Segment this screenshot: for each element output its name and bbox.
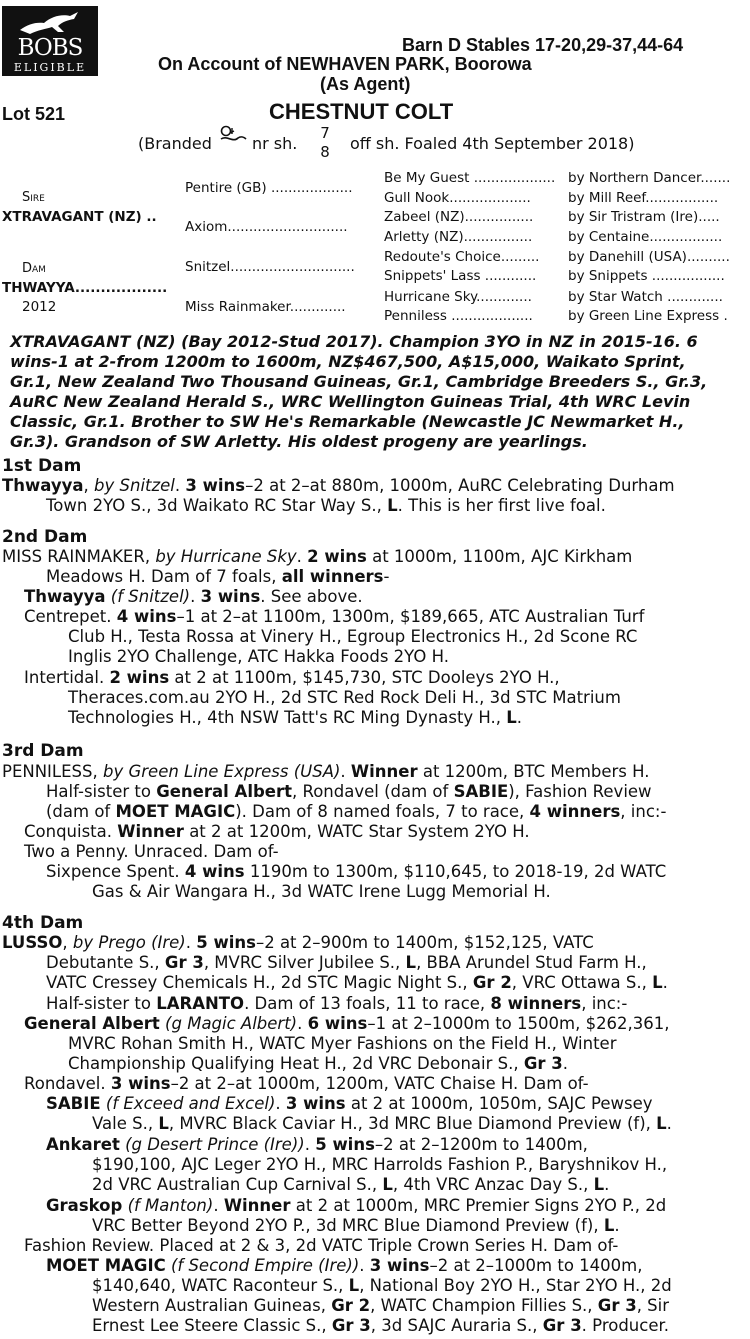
bold-run: Graskop — [46, 1196, 123, 1215]
text-run: (dam of — [46, 802, 116, 821]
text-run: . This is her first live foal. — [397, 496, 606, 515]
second-dam-heading: 2nd Dam — [2, 527, 88, 547]
text-run: Western Australian Guineas, — [92, 1296, 332, 1315]
text-run: Inglis 2YO Challenge, ATC Hakka Foods 2YO H. — [68, 647, 449, 666]
bold-run: LUSSO — [2, 933, 63, 952]
fourth-dam-line — [92, 1316, 669, 1336]
text-run: Meadows H. Dam of 7 foals, — [46, 567, 282, 586]
text-run: , National Boy 2YO H., Star 2YO H., 2d — [359, 1276, 672, 1295]
text-run: Gas & Air Wangara H., 3d WATC Irene Lugg Memorial H. — [92, 882, 551, 901]
italic-run: by Prego (Ire) — [72, 933, 186, 952]
text-run: Club H., Testa Rossa at Vinery H., Egroup Electronics H., 2d Scone RC — [68, 627, 638, 646]
lot-number: Lot 521 — [2, 104, 66, 124]
text-run: . — [516, 708, 523, 727]
fourth-dam-line — [46, 1196, 666, 1216]
pedigree-gen3: Be My Guest ................... — [384, 170, 556, 186]
pedigree-gen4: by Mill Reef................. — [568, 190, 719, 206]
pedigree-gen4: by Snippets ................. — [568, 268, 725, 284]
text-run: Intertidal. — [24, 668, 110, 687]
pedigree-gen3: Snippets' Lass ............ — [384, 268, 537, 284]
text-run: Vale S., — [92, 1114, 159, 1133]
dam-year: 2012 — [22, 299, 57, 315]
italic-run: (g Magic Albert) — [165, 1014, 298, 1033]
text-run: –1 at 2–1000m to 1500m, $262,361, — [367, 1014, 670, 1033]
agent-line: (As Agent) — [320, 74, 411, 94]
pedigree-gen4: by Northern Dancer....... — [568, 170, 731, 186]
text-run: . — [359, 1256, 370, 1275]
pedigree-gen3: Hurricane Sky............. — [384, 289, 532, 305]
text-run: Sixpence Spent. — [46, 862, 185, 881]
bold-run: L — [382, 1175, 393, 1194]
lot-title: CHESTNUT COLT — [269, 99, 454, 124]
second-dam-line — [68, 627, 637, 647]
text-run: . — [174, 476, 186, 495]
second-dam-line — [68, 708, 522, 728]
bold-run: General Albert — [24, 1014, 160, 1033]
text-run: , BBA Arundel Stud Farm H., — [416, 953, 647, 972]
fourth-dam-line — [92, 1175, 609, 1195]
text-run: , inc:- — [581, 994, 628, 1013]
text-run: , — [62, 933, 73, 952]
pedigree-gen3: Arletty (NZ)................ — [384, 229, 533, 245]
text-run: , 4th VRC Anzac Day S., — [392, 1175, 594, 1194]
bold-run: SABIE — [46, 1094, 101, 1113]
bold-run: 8 winners — [490, 994, 582, 1013]
bold-run: L — [603, 1216, 615, 1235]
bold-run: General Albert — [156, 782, 292, 801]
fourth-dam-line — [24, 1236, 618, 1256]
fourth-dam-line — [92, 1296, 669, 1316]
text-run: Town 2YO S., 3d Waikato RC Star Way S., — [46, 496, 388, 515]
fourth-dam-line — [92, 1216, 620, 1236]
fourth-dam-line — [46, 1256, 642, 1276]
bold-run: L — [656, 1114, 667, 1133]
text-run: . — [297, 1014, 308, 1033]
bold-run: 3 wins — [285, 1094, 346, 1113]
text-run: VATC Cressey Chemicals H., 2d STC Magic Night S., — [46, 973, 473, 992]
fourth-dam-line — [92, 1276, 672, 1296]
text-run: - — [383, 567, 390, 586]
fourth-dam-line — [46, 973, 668, 993]
dam-name: THWAYYA.................. — [2, 280, 168, 296]
bold-run: L — [652, 973, 663, 992]
fourth-dam-line — [92, 1114, 672, 1134]
bold-run: 3 wins — [110, 1074, 171, 1093]
italic-run: (f Exceed and Excel) — [105, 1094, 276, 1113]
pedigree-gen3: Redoute's Choice......... — [384, 249, 540, 265]
second-dam-line — [2, 547, 632, 567]
fourth-dam-line — [68, 1054, 568, 1074]
bold-run: L — [506, 708, 517, 727]
bold-run: 6 wins — [307, 1014, 368, 1033]
pedigree-gen3: Gull Nook................... — [384, 190, 531, 206]
third-dam-line — [92, 882, 551, 902]
italic-run: (f Snitzel) — [110, 587, 191, 606]
bold-run: LARANTO — [156, 994, 245, 1013]
bold-run: L — [348, 1276, 360, 1295]
fourth-dam-line — [46, 1094, 653, 1114]
text-run: 2d VRC Australian Cup Carnival S., — [92, 1175, 383, 1194]
third-dam-line — [24, 822, 530, 842]
sire-name: XTRAVAGANT (NZ) .. — [2, 209, 157, 225]
bold-run: L — [387, 496, 398, 515]
bold-run: 3 wins — [200, 587, 261, 606]
pedigree-gen4: by Star Watch ............. — [568, 289, 723, 305]
second-dam-line — [68, 688, 621, 708]
text-run: . — [614, 1216, 620, 1235]
text-run: , WATC Champion Fillies S., — [370, 1296, 598, 1315]
third-dam-line — [46, 802, 666, 822]
italic-run: by Snitzel — [94, 476, 175, 495]
bold-run: MOET MAGIC — [115, 802, 236, 821]
first-dam-heading: 1st Dam — [2, 456, 82, 476]
bold-run: 4 winners — [529, 802, 621, 821]
fourth-dam-line — [46, 994, 627, 1014]
second-dam-line — [24, 607, 644, 627]
text-run: $140,640, WATC Raconteur S., — [92, 1276, 349, 1295]
bold-run: 4 wins — [116, 607, 177, 626]
text-run: $190,100, AJC Leger 2YO H., MRC Harrolds Fashion P., Baryshnikov H., — [92, 1155, 668, 1174]
text-run: Theraces.com.au 2YO H., 2d STC Red Rock Deli H., 3d STC Matrium — [68, 688, 621, 707]
bold-run: all winners — [281, 567, 384, 586]
fourth-dam-line — [24, 1074, 589, 1094]
pedigree-gen2: Pentire (GB) ................... — [185, 180, 353, 196]
text-run: MISS RAINMAKER, — [2, 547, 156, 566]
bold-run: 2 wins — [307, 547, 367, 566]
bold-run: Gr 3 — [331, 1316, 371, 1335]
text-run: –2 at 2–1200m to 1400m, — [374, 1135, 588, 1154]
pedigree-gen4: by Centaine................. — [568, 229, 723, 245]
pedigree-gen3: Zabeel (NZ)................ — [384, 209, 534, 225]
dam-label: Dam — [22, 261, 46, 276]
second-dam-line — [24, 587, 363, 607]
text-run: –2 at 2–1000m to 1400m, — [429, 1256, 643, 1275]
bold-run: Ankaret — [46, 1135, 120, 1154]
horse-icon — [18, 10, 82, 36]
first-dam-line — [2, 476, 675, 496]
text-run: Debutante S., — [46, 953, 165, 972]
pedigree-gen4: by Sir Tristram (Ire)..... — [568, 209, 720, 225]
bold-run: L — [158, 1114, 169, 1133]
text-run: 1190m to 1300m, $110,645, to 2018-19, 2d WATC — [244, 862, 667, 881]
text-run: . — [562, 1054, 569, 1073]
pedigree-gen2: Snitzel............................. — [185, 259, 355, 275]
pedigree-gen4: by Green Line Express . — [568, 308, 728, 324]
text-run: at 1200m, BTC Members H. — [417, 762, 650, 781]
bold-run: 3 wins — [185, 476, 246, 495]
bold-run: Gr 3 — [523, 1054, 563, 1073]
text-run: . — [185, 933, 197, 952]
text-run: . Producer. — [581, 1316, 670, 1335]
bold-run: Gr 2 — [331, 1296, 371, 1315]
text-run: . See above. — [260, 587, 363, 606]
bold-run: Gr 3 — [542, 1316, 582, 1335]
text-run: , MVRC Black Caviar H., 3d MRC Blue Diamond Preview (f), — [168, 1114, 657, 1133]
third-dam-line — [46, 782, 652, 802]
text-run: at 1000m, 1100m, AJC Kirkham — [366, 547, 633, 566]
text-run: , VRC Ottawa S., — [511, 973, 653, 992]
italic-run: (g Desert Prince (Ire)) — [125, 1135, 305, 1154]
italic-run: by Green Line Express (USA) — [102, 762, 341, 781]
text-run: , — [83, 476, 95, 495]
fourth-dam-line — [68, 1034, 616, 1054]
pedigree-gen2: Axiom............................ — [185, 219, 348, 235]
pedigree-gen2: Miss Rainmaker............. — [185, 299, 346, 315]
fourth-dam-line — [24, 1014, 670, 1034]
fourth-dam-line — [92, 1155, 667, 1175]
brand-fraction: 7 8 — [320, 124, 330, 161]
text-run: ). Dam of 8 named foals, 7 to race, — [235, 802, 530, 821]
account-line: On Account of NEWHAVEN PARK, Boorowa — [158, 54, 532, 74]
text-run: Championship Qualifying Heat H., 2d VRC Debonair S., — [68, 1054, 524, 1073]
third-dam-line — [24, 842, 279, 862]
text-run: Fashion Review. Placed at 2 & 3, 2d VATC Triple Crown Series H. Dam of- — [24, 1236, 619, 1255]
text-run: , Rondavel (dam of — [292, 782, 454, 801]
text-run: at 2 at 1200m, WATC Star System 2YO H. — [183, 822, 530, 841]
italic-run: (f Manton) — [127, 1196, 214, 1215]
text-run: –2 at 2–at 1000m, 1200m, VATC Chaise H. Dam of- — [170, 1074, 589, 1093]
text-run: . — [662, 973, 668, 992]
text-run: –2 at 2–900m to 1400m, $152,125, VATC — [255, 933, 594, 952]
text-run: Two a Penny. Unraced. Dam of- — [24, 842, 279, 861]
third-dam-line — [46, 862, 666, 882]
first-dam-line — [46, 496, 606, 516]
fourth-dam-heading: 4th Dam — [2, 913, 84, 933]
text-run: . — [275, 1094, 286, 1113]
text-run: , inc:- — [620, 802, 667, 821]
bold-run: Thwayya — [24, 587, 106, 606]
bold-run: Winner — [117, 822, 184, 841]
stables-line: Barn D Stables 17-20,29-37,44-64 — [402, 35, 684, 55]
text-run: . — [340, 762, 351, 781]
text-run: Rondavel. — [24, 1074, 111, 1093]
text-run: MVRC Rohan Smith H., WATC Myer Fashions on the Field H., Winter — [68, 1034, 617, 1053]
italic-run: by Hurricane Sky — [155, 547, 297, 566]
text-run: . — [213, 1196, 224, 1215]
bold-run: MOET MAGIC — [46, 1256, 166, 1275]
second-dam-line — [68, 647, 449, 667]
bold-run: 2 wins — [109, 668, 170, 687]
bobs-eligible-logo: BOBS ELIGIBLE — [2, 6, 98, 76]
text-run: ), Fashion Review — [508, 782, 652, 801]
text-run: at 2 at 1100m, $145,730, STC Dooleys 2YO H., — [169, 668, 560, 687]
bold-run: Thwayya — [2, 476, 84, 495]
text-run: –2 at 2–at 880m, 1000m, AuRC Celebrating Durham — [245, 476, 675, 495]
brand-mark-icon — [218, 124, 248, 146]
bold-run: 5 wins — [196, 933, 256, 952]
sire-summary: XTRAVAGANT (NZ) (Bay 2012-Stud 2017). Champion 3YO in NZ in 2015-16. 6 wins-1 at 2-from 1200m to 1600m, NZ$467,500, A$15,000, Waikato Sprint, Gr.1, New Zealand Two Thousand Guineas, Gr.1, Cambridge Breeders S., Gr.3, AuRC New Zealand Herald S., WRC Wellington Guineas Trial, 4th WRC Levin Classic, Gr.1. Brother to SW He's Remarkable (Newcastle JC Newmarket H., Gr.3). Grandson of SW Arletty. His oldest progeny are yearlings. — [10, 332, 708, 451]
text-run: . Dam of 13 foals, 11 to race, — [244, 994, 491, 1013]
text-run: VRC Better Beyond 2YO P., 3d MRC Blue Diamond Preview (f), — [92, 1216, 604, 1235]
text-run: . — [296, 547, 308, 566]
text-run: , Sir — [636, 1296, 670, 1315]
text-run: Technologies H., 4th NSW Tatt's RC Ming Dynasty H., — [68, 708, 507, 727]
bold-run: Winner — [223, 1196, 291, 1215]
text-run: . — [604, 1175, 610, 1194]
text-run: , 3d SAJC Auraria S., — [370, 1316, 543, 1335]
fourth-dam-line — [2, 933, 594, 953]
bold-run: Gr 3 — [597, 1296, 637, 1315]
italic-run: (f Second Empire (Ire)) — [170, 1256, 360, 1275]
text-run: Half-sister to — [46, 782, 157, 801]
third-dam-heading: 3rd Dam — [2, 741, 84, 761]
text-run: , MVRC Silver Jubilee S., — [203, 953, 406, 972]
text-run: Centrepet. — [24, 607, 117, 626]
bold-run: 3 wins — [369, 1256, 430, 1275]
bold-run: L — [405, 953, 417, 972]
bold-run: L — [593, 1175, 605, 1194]
fourth-dam-line — [46, 1135, 588, 1155]
text-run: Half-sister to — [46, 994, 157, 1013]
bold-run: Gr 2 — [472, 973, 512, 992]
text-run: Ernest Lee Steere Classic S., — [92, 1316, 332, 1335]
text-run: . — [304, 1135, 316, 1154]
text-run: at 2 at 1000m, MRC Premier Signs 2YO P., 2d — [290, 1196, 667, 1215]
bold-run: 4 wins — [184, 862, 245, 881]
text-run: . — [666, 1114, 672, 1133]
text-run: at 2 at 1000m, 1050m, SAJC Pewsey — [345, 1094, 653, 1113]
text-run: Conquista. — [24, 822, 118, 841]
text-run: . — [190, 587, 201, 606]
bold-run: Winner — [350, 762, 418, 781]
text-run: PENNILESS, — [2, 762, 103, 781]
second-dam-line — [24, 668, 560, 688]
second-dam-line — [46, 567, 389, 587]
third-dam-line — [2, 762, 650, 782]
sire-label: Sire — [22, 190, 45, 205]
bold-run: 5 wins — [315, 1135, 375, 1154]
fourth-dam-line — [46, 953, 647, 973]
pedigree-gen4: by Danehill (USA).......... — [568, 249, 730, 265]
pedigree-gen3: Penniless ................... — [384, 308, 533, 324]
bold-run: Gr 3 — [164, 953, 204, 972]
bold-run: SABIE — [453, 782, 509, 801]
text-run: –1 at 2–at 1100m, 1300m, $189,665, ATC Australian Turf — [176, 607, 645, 626]
